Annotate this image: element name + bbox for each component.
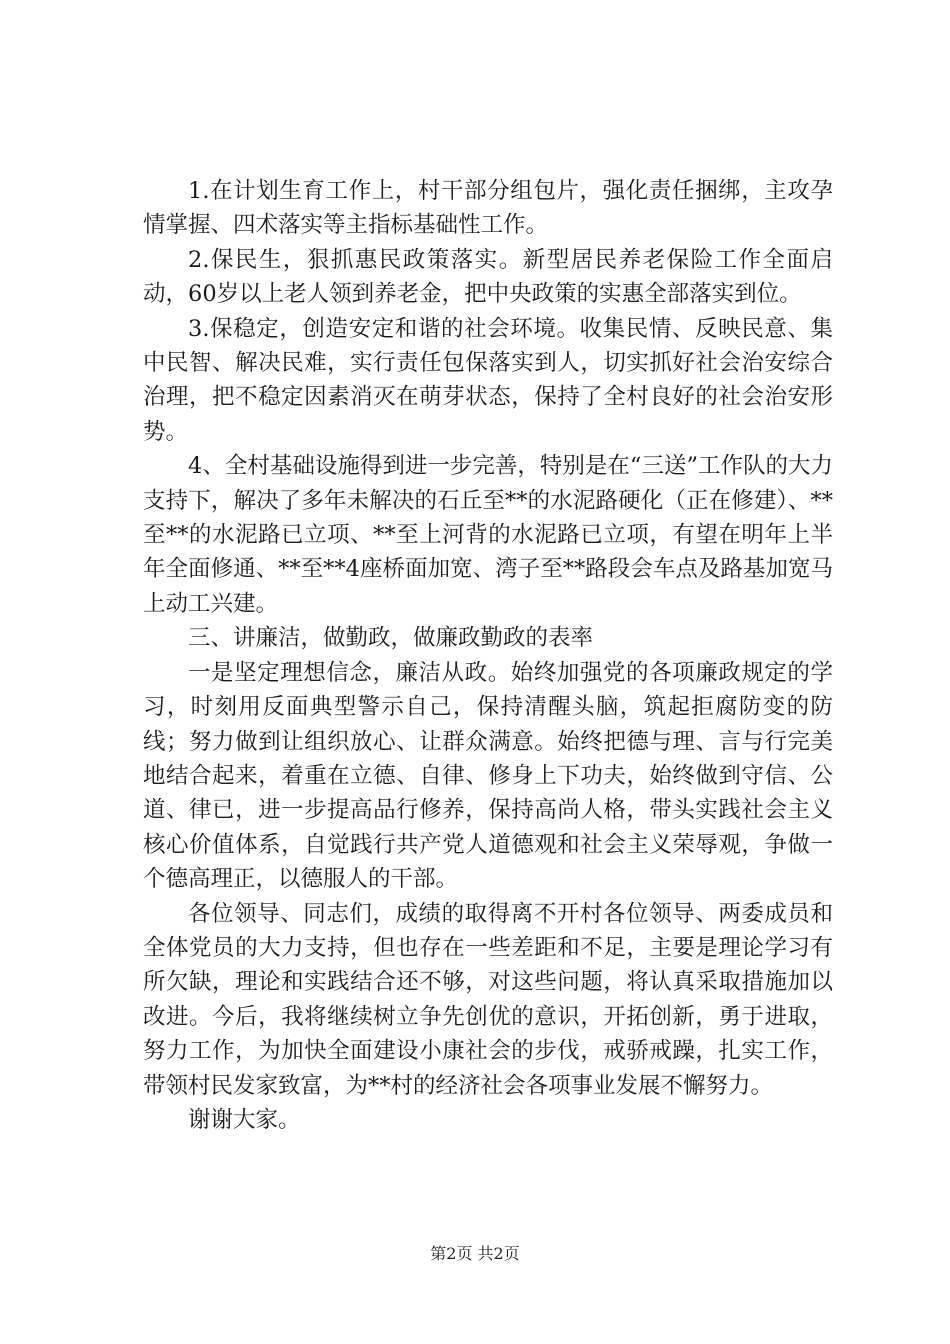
paragraph-ideals: 一是坚定理想信念，廉洁从政。始终加强党的各项廉政规定的学习，时刻用反面典型警示自己，保持清醒头脑，筑起拒腐防变的防线；努力做到让组织放心、让群众满意。始终把德与理、言与行完美地结合起来，着重在立德、自律、修身上下功夫，始终做到守信、公道、律已，进一步提高品行修养，保持高尚人格，带头实践社会主义核心价值体系，自觉践行共产党人道德观和社会主义荣辱观，争做一个德高理正，以德服人的干部。 [143, 659, 833, 893]
document-body [143, 174, 833, 1137]
page-number-footer: 第2页 共2页 [430, 1244, 520, 1263]
paragraph-infrastructure: 4、全村基础设施得到进一步完善，特别是在“三送”工作队的大力支持下，解决了多年未解决的石丘至**的水泥路硬化（正在修建）、**至**的水泥路已立项、**至上河背的水泥路已立项，有望在明年上半年全面修通、**至**4座桥面加宽、湾子至**路段会车点及路基加宽马上动工兴建。 [143, 453, 833, 617]
section-heading-integrity: 三、讲廉洁，做勤政，做廉政勤政的表率 [188, 625, 594, 652]
paragraph-stability: 3.保稳定，创造安定和谐的社会环境。收集民情、反映民意、集中民智、解决民难，实行责任包保落实到人，切实抓好社会治安综合治理，把不稳定因素消灭在萌芽状态，保持了全村良好的社会治安形势。 [143, 315, 833, 445]
paragraph-summary: 各位领导、同志们，成绩的取得离不开村各位领导、两委成员和全体党员的大力支持，但也存在一些差距和不足，主要是理论学习有所欠缺，理论和实践结合还不够，对这些问题，将认真采取措施加以改进。今后，我将继续树立争先创优的意识，开拓创新，勇于进取，努力工作，为加快全面建设小康社会的步伐，戒骄戒躁，扎实工作，带领村民发家致富，为**村的经济社会各项事业发展不懈努力。 [143, 900, 833, 1099]
paragraph-livelihood: 2.保民生，狠抓惠民政策落实。新型居民养老保险工作全面启动，60岁以上老人领到养老金，把中央政策的实惠全部落实到位。 [143, 246, 833, 308]
paragraph-family-planning: 1.在计划生育工作上，村干部分组包片，强化责任捆绑，主攻孕情掌握、四术落实等主指标基础性工作。 [143, 178, 833, 239]
paragraph-thanks: 谢谢大家。 [188, 1106, 301, 1133]
